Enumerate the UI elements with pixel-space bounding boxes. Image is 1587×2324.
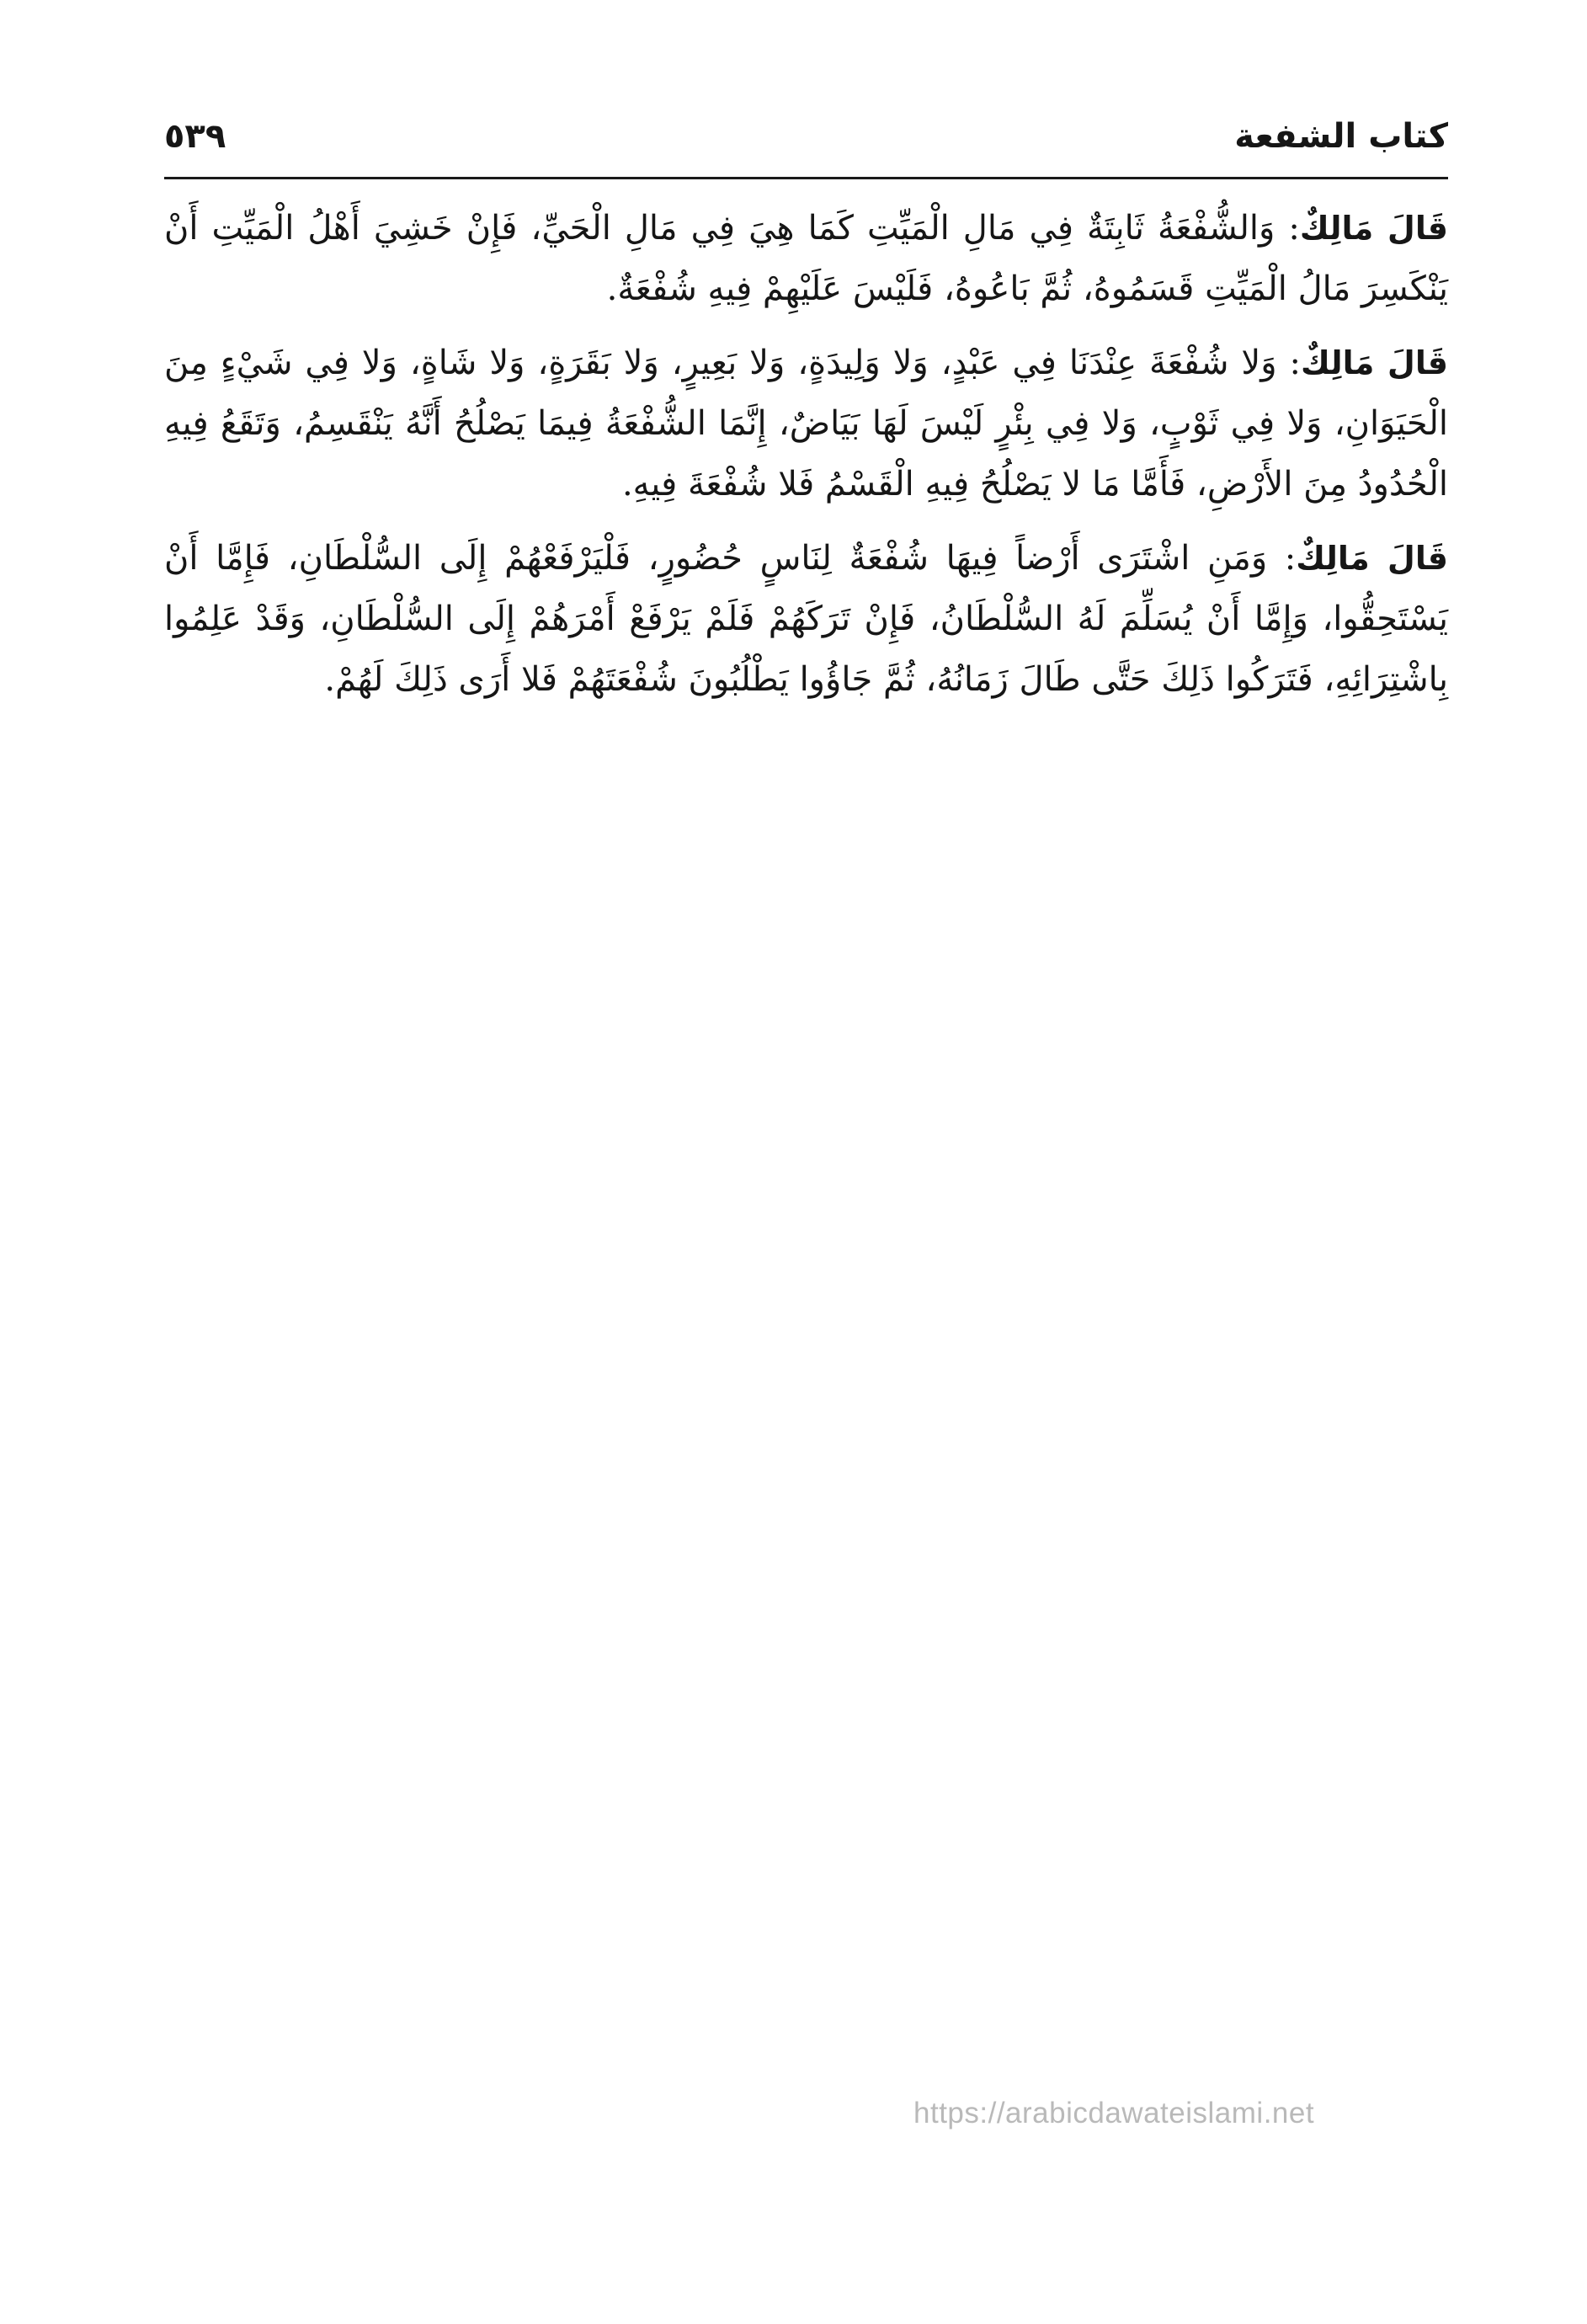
main-text bbox=[164, 198, 1448, 723]
paragraph-text: : وَمَنِ اشْتَرَى أَرْضاً فِيهَا شُفْعَةٌ لِنَاسٍ حُضُورٍ، فَلْيَرْفَعْهُمْ إِلَى السُّلْطَانِ، فَإِمَّا أَنْ يَسْتَحِقُّوا، وَإِمَّا أَنْ يُسَلِّمَ لَهُ السُّلْطَانُ، فَإِنْ تَرَكَهُمْ فَلَمْ يَرْفَعْ أَمْرَهُمْ إِلَى السُّلْطَانِ، وَقَدْ عَلِمُوا بِاشْتِرَائِهِ، فَتَرَكُوا ذَلِكَ حَتَّى طَالَ زَمَانُهُ، ثُمَّ جَاؤُوا يَطْلُبُونَ شُفْعَتَهُمْ فَلا أَرَى ذَلِكَ لَهُمْ. bbox=[164, 539, 1448, 699]
speaker-label: قَالَ مَالِكٌ bbox=[1299, 210, 1448, 247]
paragraph-text: : وَلا شُفْعَةَ عِنْدَنَا فِي عَبْدٍ، وَلا وَلِيدَةٍ، وَلا بَعِيرٍ، وَلا بَقَرَةٍ، وَلا شَاةٍ، وَلا فِي شَيْءٍ مِنَ الْحَيَوَانِ، وَلا فِي ثَوْبٍ، وَلا فِي بِئْرٍ لَيْسَ لَهَا بَيَاضٌ، إِنَّمَا الشُّفْعَةُ فِيمَا يَصْلُحُ أَنَّهُ يَنْقَسِمُ، وَتَقَعُ فِيهِ الْحُدُودُ مِنَ الأَرْضِ، فَأَمَّا مَا لا يَصْلُحُ فِيهِ الْقَسْمُ فَلا شُفْعَةَ فِيهِ. bbox=[164, 344, 1448, 504]
header-rule bbox=[164, 177, 1448, 179]
speaker-label: قَالَ مَالِكٌ bbox=[1296, 540, 1448, 577]
paragraph-text: : وَالشُّفْعَةُ ثَابِتَةٌ فِي مَالِ الْمَيِّتِ كَمَا هِيَ فِي مَالِ الْحَيِّ، فَإِنْ خَشِيَ أَهْلُ الْمَيِّتِ أَنْ يَنْكَسِرَ مَالُ الْمَيِّتِ قَسَمُوهُ، ثُمَّ بَاعُوهُ، فَلَيْسَ عَلَيْهِمْ فِيهِ شُفْعَةٌ. bbox=[164, 209, 1448, 308]
page-number: ٥٣٩ bbox=[164, 117, 226, 156]
paragraph-1 bbox=[164, 198, 1448, 319]
book-title: كتاب الشفعة bbox=[1234, 117, 1448, 156]
page-header bbox=[164, 111, 1448, 179]
paragraph-3 bbox=[164, 528, 1448, 710]
watermark-url: https://arabicdawateislami.net bbox=[913, 2097, 1315, 2129]
paragraph-2 bbox=[164, 333, 1448, 514]
speaker-label: قَالَ مَالِكٌ bbox=[1300, 344, 1448, 381]
